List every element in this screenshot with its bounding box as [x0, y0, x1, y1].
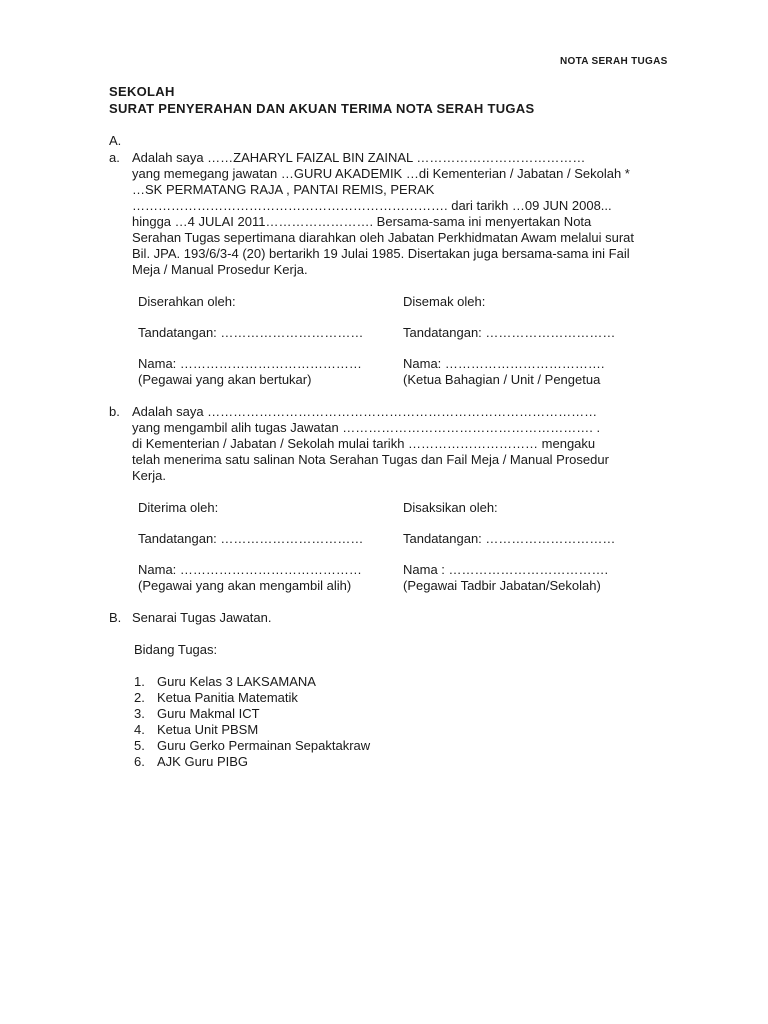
section-a-label: A. [109, 133, 122, 148]
duty-item-number: 5. [134, 738, 145, 753]
handover-signature-field: Tandatangan: …………………………… [138, 325, 364, 340]
duty-field-heading: Bidang Tugas: [134, 642, 218, 657]
duty-item-number: 2. [134, 690, 145, 705]
duty-item: Ketua Panitia Matematik [157, 690, 298, 705]
part-a-label: a. [109, 150, 120, 165]
part-a-line: Meja / Manual Prosedur Kerja. [132, 262, 308, 277]
duty-item-number: 3. [134, 706, 145, 721]
duty-item-number: 6. [134, 754, 145, 769]
part-b-label: b. [109, 404, 120, 419]
duty-item: Ketua Unit PBSM [157, 722, 259, 737]
duty-item: Guru Kelas 3 LAKSAMANA [157, 674, 316, 689]
part-a-line: …SK PERMATANG RAJA , PANTAI REMIS, PERAK [132, 182, 435, 197]
receiver-signature-field: Tandatangan: …………………………… [138, 531, 364, 546]
witness-name-field: Nama : ………………………………. [403, 562, 609, 577]
section-b-label: B. [109, 610, 122, 625]
receiver-name-field: Nama: …………………………………… [138, 562, 362, 577]
reviewer-role: (Ketua Bahagian / Unit / Pengetua [403, 372, 601, 387]
received-by-heading: Diterima oleh: [138, 500, 219, 515]
part-a-line: yang memegang jawatan …GURU AKADEMIK …di Kementerian / Jabatan / Sekolah * [132, 166, 630, 181]
part-a-line: ………………………………………………………………. dari tarikh …09 JUN 2008... [132, 198, 612, 213]
duty-item: Guru Gerko Permainan Sepaktakraw [157, 738, 371, 753]
doc-header-label: NOTA SERAH TUGAS [560, 56, 668, 67]
handover-role: (Pegawai yang akan bertukar) [138, 372, 312, 387]
school-heading: SEKOLAH [109, 84, 175, 99]
duty-item-number: 1. [134, 674, 145, 689]
part-a-line: Serahan Tugas sepertimana diarahkan oleh Jabatan Perkhidmatan Awam melalui surat [132, 230, 635, 245]
witness-role: (Pegawai Tadbir Jabatan/Sekolah) [403, 578, 601, 593]
document-title: SURAT PENYERAHAN DAN AKUAN TERIMA NOTA SERAH TUGAS [109, 101, 535, 116]
reviewer-signature-field: Tandatangan: ………………………… [403, 325, 616, 340]
part-b-line: telah menerima satu salinan Nota Serahan Tugas dan Fail Meja / Manual Prosedur [132, 452, 609, 467]
receiver-role: (Pegawai yang akan mengambil alih) [138, 578, 352, 593]
duty-item: Guru Makmal ICT [157, 706, 260, 721]
part-a-line: hingga …4 JULAI 2011……………………. Bersama-sama ini menyertakan Nota [132, 214, 592, 229]
part-a-line: Adalah saya ……ZAHARYL FAIZAL BIN ZAINAL ………………………………… [132, 150, 586, 165]
part-b-line: Kerja. [132, 468, 166, 483]
part-b-line: yang mengambil alih tugas Jawatan …………………………………………………. . [132, 420, 601, 435]
witnessed-by-heading: Disaksikan oleh: [403, 500, 498, 515]
part-a-line: Bil. JPA. 193/6/3-4 (20) bertarikh 19 Julai 1985. Disertakan juga bersama-sama ini Fail [132, 246, 630, 261]
handover-by-heading: Diserahkan oleh: [138, 294, 236, 309]
part-b-line: Adalah saya ……………………………………………………………………………… [132, 404, 598, 419]
witness-signature-field: Tandatangan: ………………………… [403, 531, 616, 546]
duty-item-number: 4. [134, 722, 145, 737]
handover-name-field: Nama: …………………………………… [138, 356, 362, 371]
reviewed-by-heading: Disemak oleh: [403, 294, 486, 309]
duty-item: AJK Guru PIBG [157, 754, 249, 769]
reviewer-name-field: Nama: ………………………………. [403, 356, 605, 371]
part-b-line: di Kementerian / Jabatan / Sekolah mulai tarikh ………………………… mengaku [132, 436, 596, 451]
duty-list-heading: Senarai Tugas Jawatan. [132, 610, 272, 625]
